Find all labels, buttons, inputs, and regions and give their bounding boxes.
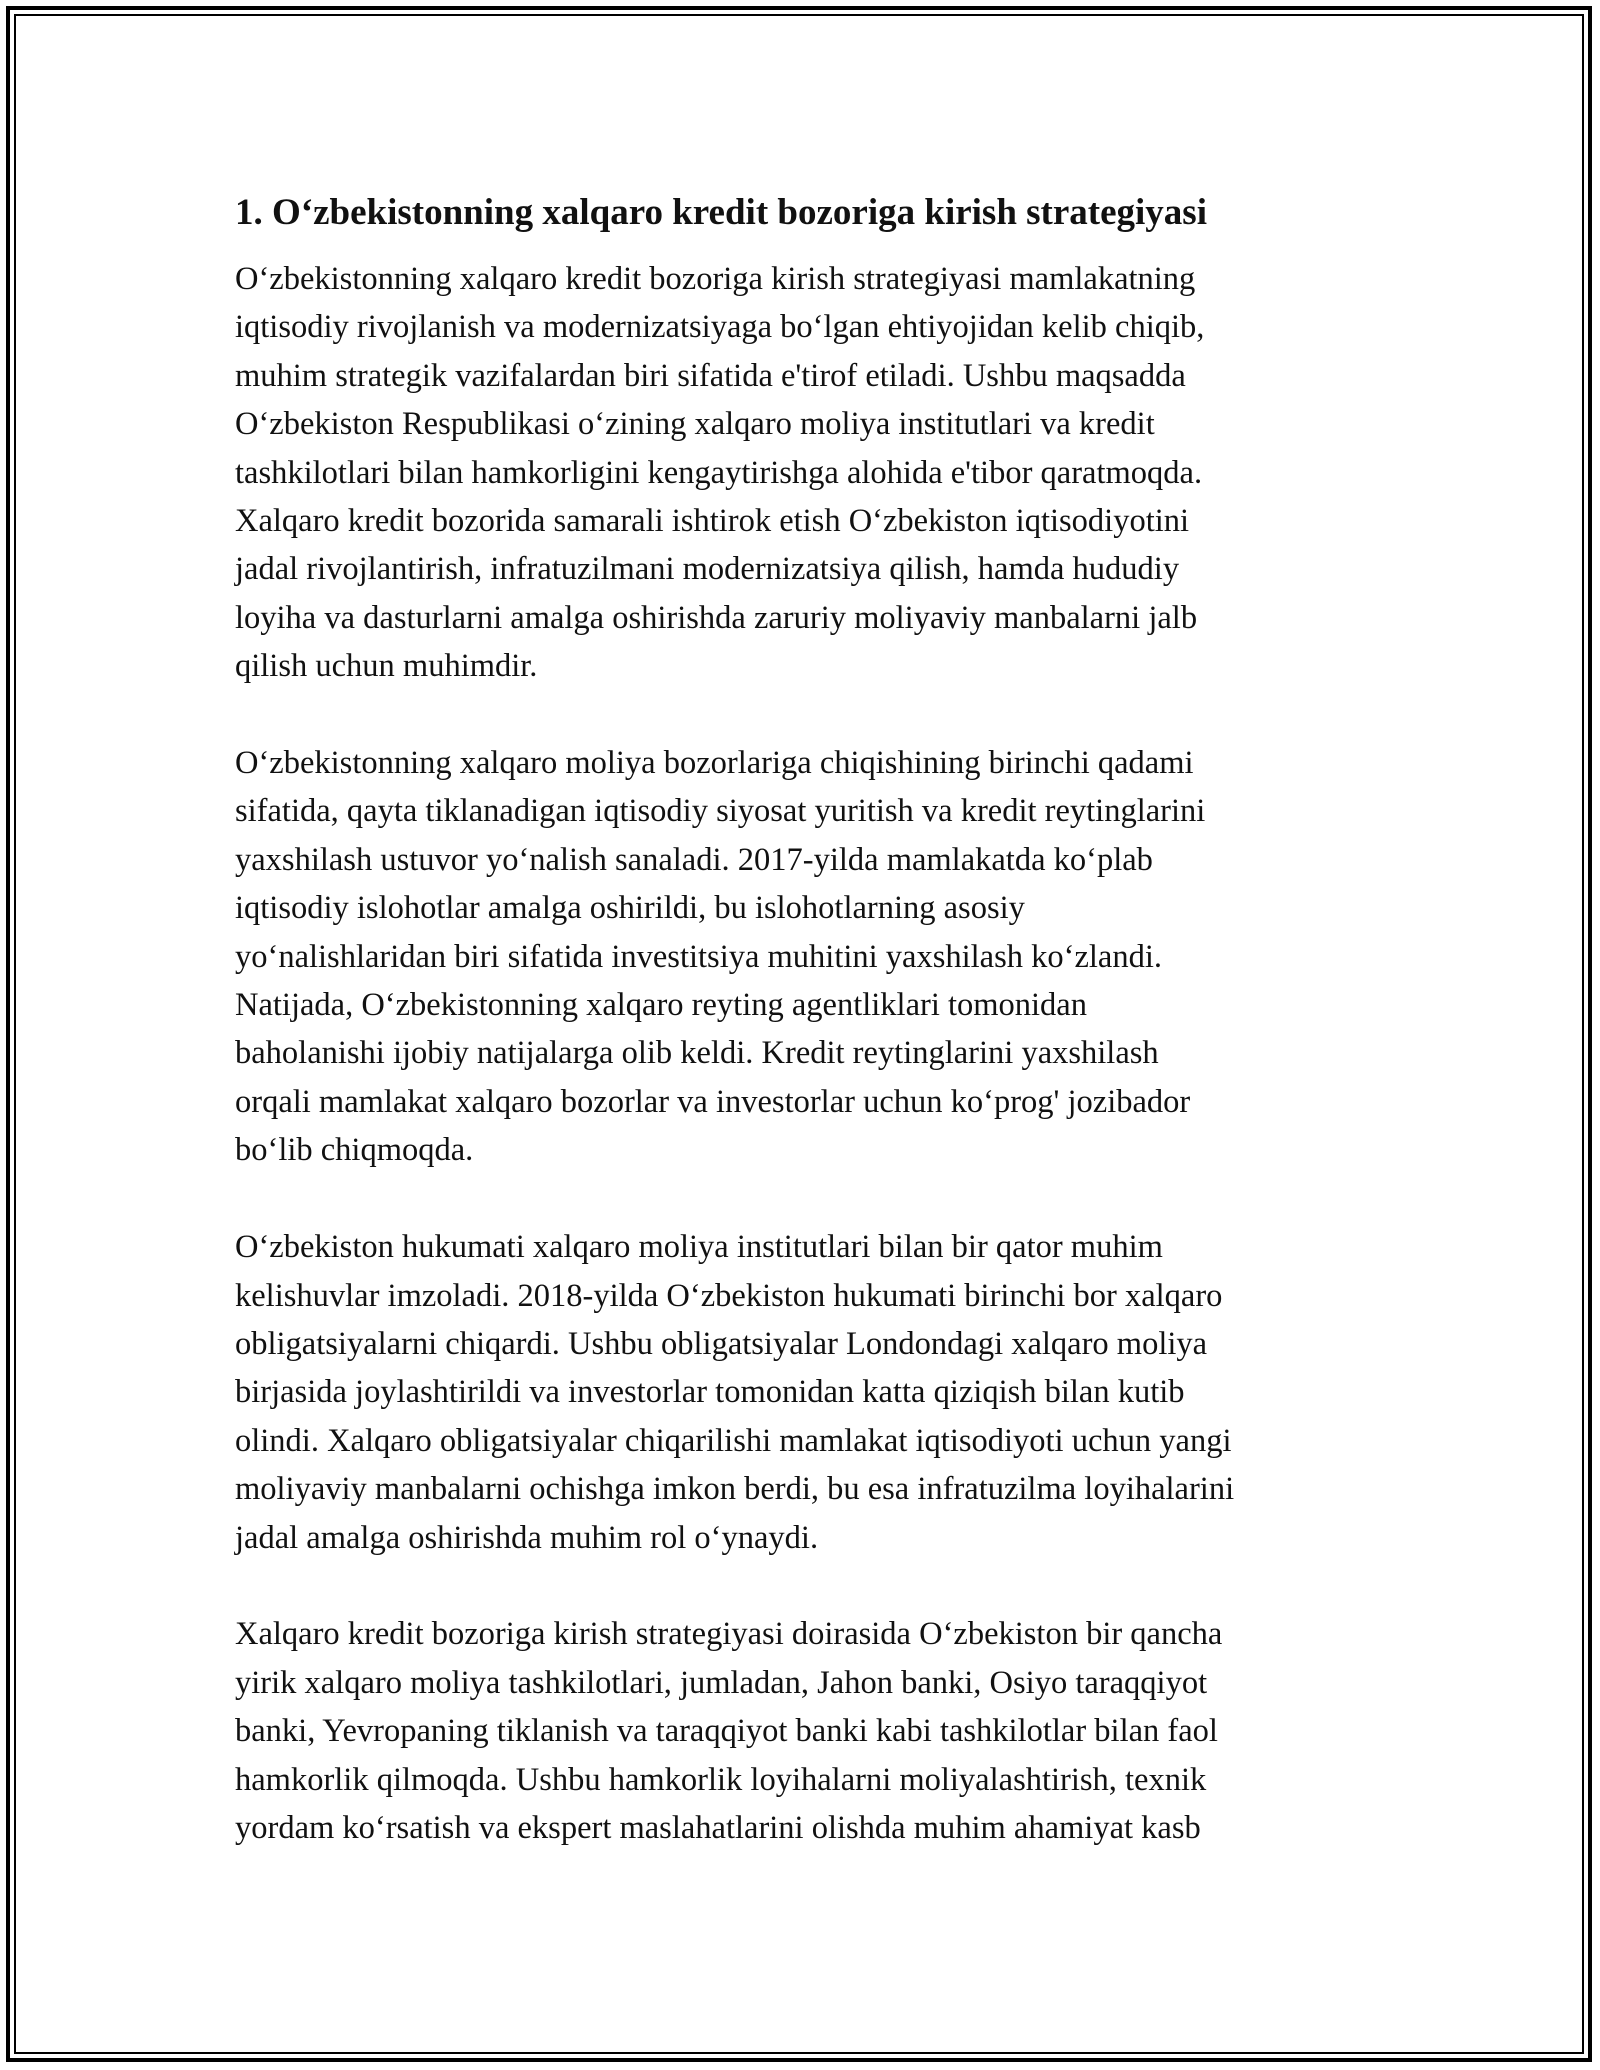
- paragraph-line: orqali mamlakat xalqaro bozorlar va investorlar uchun ko‘prog' jozibador: [235, 1083, 1191, 1120]
- paragraph-line: birjasida joylashtirildi va investorlar tomonidan katta qiziqish bilan kutib: [235, 1374, 1185, 1411]
- document-body: [235, 185, 1370, 1901]
- paragraph-line: yaxshilash ustuvor yo‘nalish sanaladi. 2017-yilda mamlakatda ko‘plab: [235, 841, 1153, 878]
- paragraph-line: bo‘lib chiqmoqda.: [235, 1132, 474, 1169]
- paragraph-line: jadal rivojlantirish, infratuzilmani modernizatsiya qilish, hamda hududiy: [235, 551, 1180, 588]
- paragraph-line: hamkorlik qilmoqda. Ushbu hamkorlik loyihalarni moliyalashtirish, texnik: [235, 1761, 1207, 1798]
- paragraph-line: yo‘nalishlaridan biri sifatida investitsiya muhitini yaxshilash ko‘zlandi.: [235, 938, 1162, 975]
- paragraph-line: O‘zbekiston hukumati xalqaro moliya institutlari bilan bir qator muhim: [235, 1229, 1163, 1266]
- paragraph-line: iqtisodiy islohotlar amalga oshirildi, bu islohotlarning asosiy: [235, 890, 1025, 927]
- paragraph-line: sifatida, qayta tiklanadigan iqtisodiy siyosat yuritish va kredit reytinglarini: [235, 793, 1206, 830]
- paragraph-line: O‘zbekiston Respublikasi o‘zining xalqaro moliya institutlari va kredit: [235, 406, 1155, 443]
- paragraph-line: baholanishi ijobiy natijalarga olib keldi. Kredit reytinglarini yaxshilash: [235, 1035, 1159, 1072]
- paragraph: [235, 739, 1370, 1175]
- paragraph-line: qilish uchun muhimdir.: [235, 648, 538, 685]
- paragraph-line: obligatsiyalarni chiqardi. Ushbu obligatsiyalar Londondagi xalqaro moliya: [235, 1325, 1208, 1362]
- paragraph-line: kelishuvlar imzoladi. 2018-yilda O‘zbekiston hukumati birinchi bor xalqaro: [235, 1277, 1223, 1314]
- paragraph: [235, 1610, 1370, 1852]
- paragraph-line: moliyaviy manbalarni ochishga imkon berdi, bu esa infratuzilma loyihalarini: [235, 1471, 1235, 1508]
- paragraph-line: Xalqaro kredit bozoriga kirish strategiyasi doirasida O‘zbekiston bir qancha: [235, 1616, 1223, 1653]
- paragraph-line: loyiha va dasturlarni amalga oshirishda zaruriy moliyaviy manbalarni jalb: [235, 599, 1198, 636]
- paragraph-line: tashkilotlari bilan hamkorligini kengaytirishga alohida e'tibor qaratmoqda.: [235, 454, 1203, 491]
- paragraph-line: Xalqaro kredit bozorida samarali ishtirok etish O‘zbekiston iqtisodiyotini: [235, 503, 1190, 540]
- paragraph-line: yirik xalqaro moliya tashkilotlari, jumladan, Jahon banki, Osiyo taraqqiyot: [235, 1664, 1208, 1701]
- paragraph-line: iqtisodiy rivojlanish va modernizatsiyaga bo‘lgan ehtiyojidan kelib chiqib,: [235, 309, 1205, 346]
- paragraph: [235, 1223, 1370, 1562]
- paragraph-line: banki, Yevropaning tiklanish va taraqqiyot banki kabi tashkilotlar bilan faol: [235, 1713, 1218, 1750]
- paragraph-line: olindi. Xalqaro obligatsiyalar chiqarilishi mamlakat iqtisodiyoti uchun yangi: [235, 1422, 1232, 1459]
- section-heading: 1. O‘zbekistonning xalqaro kredit bozoriga kirish strategiyasi: [235, 192, 1207, 233]
- paragraph-line: jadal amalga oshirishda muhim rol o‘ynaydi.: [235, 1519, 819, 1556]
- paragraph-line: O‘zbekistonning xalqaro kredit bozoriga kirish strategiyasi mamlakatning: [235, 261, 1196, 297]
- paragraph-line: muhim strategik vazifalardan biri sifatida e'tirof etiladi. Ushbu maqsadda: [235, 357, 1186, 394]
- paragraph: [235, 255, 1370, 691]
- paragraph-line: Natijada, O‘zbekistonning xalqaro reyting agentliklari tomonidan: [235, 987, 1087, 1024]
- paragraph-line: O‘zbekistonning xalqaro moliya bozorlariga chiqishining birinchi qadami: [235, 745, 1194, 782]
- paragraph-line: yordam ko‘rsatish va ekspert maslahatlarini olishda muhim ahamiyat kasb: [235, 1809, 1201, 1846]
- paragraph-list: [235, 255, 1370, 1852]
